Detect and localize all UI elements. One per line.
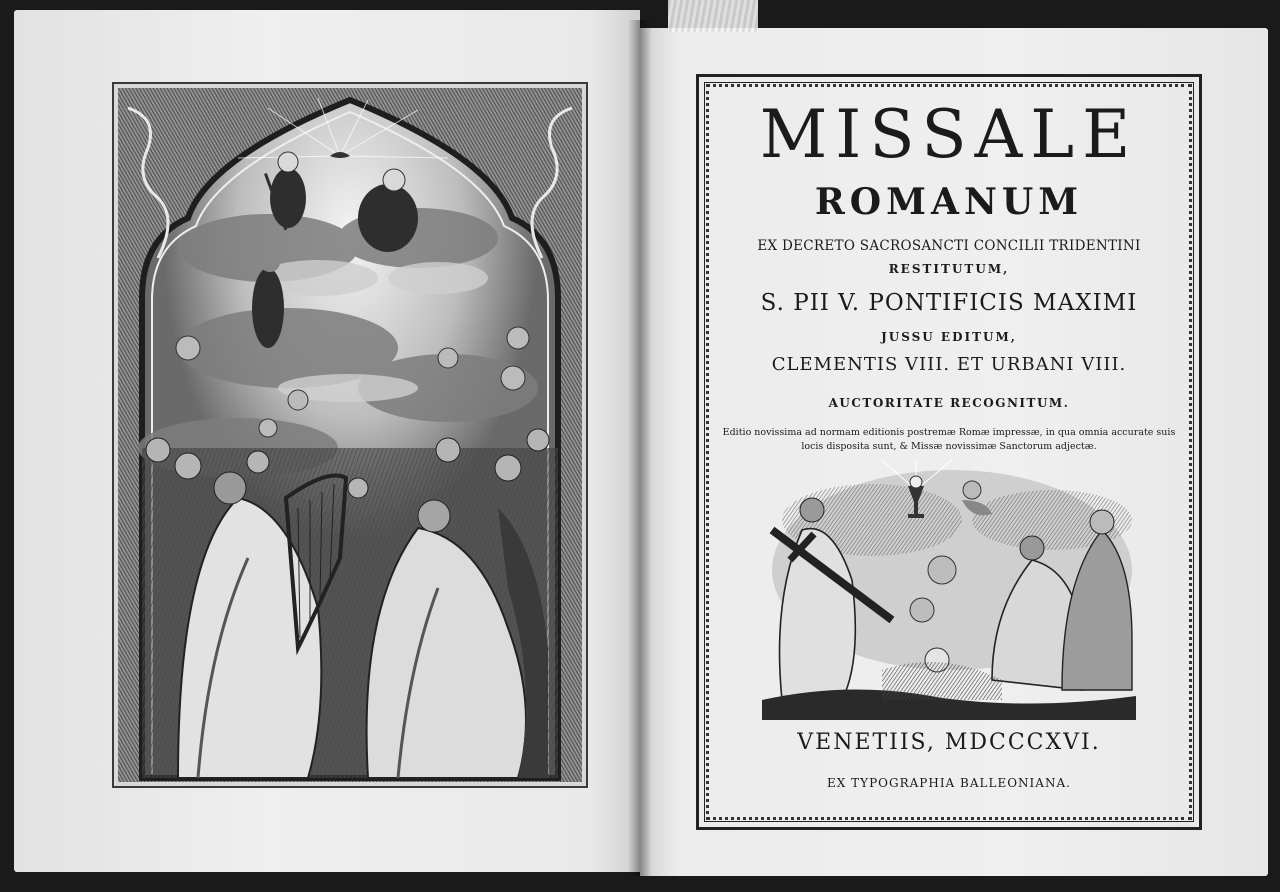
restitutum-line: RESTITUTUM, — [888, 262, 1010, 276]
place-and-date: VENETIIS, MDCCCXVI. — [797, 730, 1101, 755]
subtitle: ROMANUM — [814, 181, 1084, 223]
decree-line: EX DECRETO SACROSANCTI CONCILII TRIDENTINI — [757, 238, 1141, 254]
bookmark-ribbon — [668, 0, 758, 32]
jussu-line: JUSSU EDITUM, — [881, 330, 1017, 344]
auctoritate-line: AUCTORITATE RECOGNITUM. — [828, 396, 1070, 410]
main-title: MISSALE — [759, 96, 1139, 173]
pontiff-line: S. PII V. PONTIFICIS MAXIMI — [760, 290, 1138, 316]
engraved-frontispiece-icon — [118, 88, 582, 782]
title-vignette-icon — [762, 460, 1136, 720]
popes-line: CLEMENTIS VIII. ET URBANI VIII. — [771, 354, 1127, 375]
edition-note: Editio novissima ad normam editionis postremæ Romæ impressæ, in qua omnia accurate suis locis disposita sunt, & Missæ novissimæ Sanctorum adjectæ. — [722, 427, 1176, 452]
book-gutter — [628, 20, 652, 876]
printer-imprint: EX TYPOGRAPHIA BALLEONIANA. — [827, 776, 1071, 790]
